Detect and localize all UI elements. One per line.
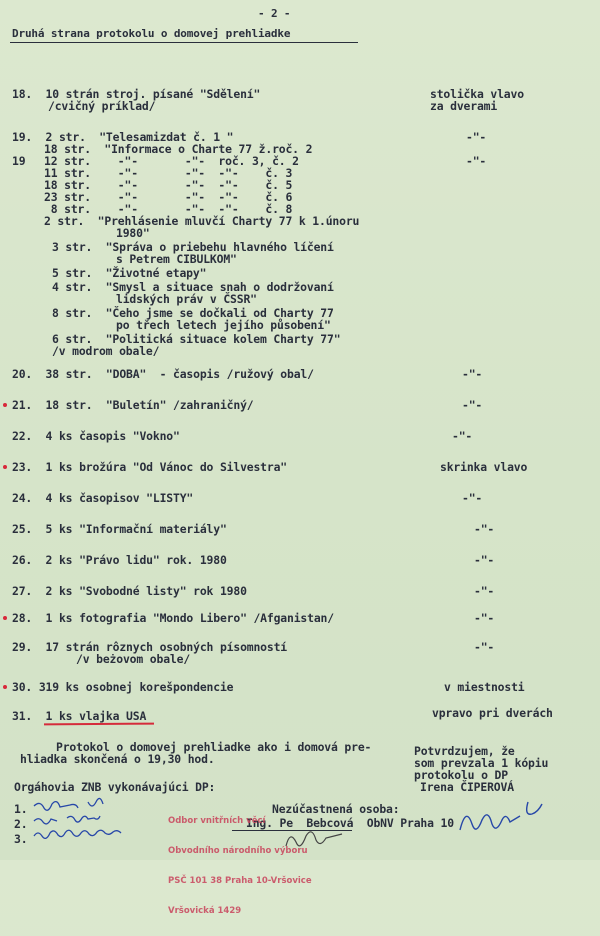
- document-heading: Druhá strana protokolu o domovej prehliadke: [12, 27, 291, 40]
- item-27: 27. 2 ks "Svobodné listy" rok 1980: [12, 584, 247, 598]
- stamp-line: PSČ 101 38 Praha 10-Vršovice: [168, 876, 312, 886]
- witness-label: Nezúčastnená osoba:: [272, 802, 400, 816]
- item-26-ditto: -"-: [474, 553, 495, 567]
- item-28-ditto: -"-: [474, 611, 495, 625]
- stamp-line: Odbor vnitřních věcí: [168, 816, 266, 826]
- page-number: - 2 -: [258, 7, 291, 20]
- stamp-line: Vršovická 1429: [168, 906, 242, 916]
- red-underline: [44, 723, 154, 726]
- item-19-ditto2: -"-: [466, 154, 487, 168]
- heading-underline: [10, 42, 358, 43]
- item-29-line2: /v beżovom obale/: [76, 652, 191, 666]
- item-19-line2: 18 str. "Informace o Charte 77 ž.roč. 2: [44, 142, 313, 156]
- item-19-line17: 6 str. "Politická situace kolem Charty 77": [52, 332, 341, 346]
- item-19-line16: po třech letech jejího působení": [116, 318, 331, 332]
- item-18-line1: 18. 10 strán stroj. písané "Sdělení": [12, 87, 261, 101]
- item-21: 21. 18 str. "Buletín" /zahraničný/: [12, 398, 254, 412]
- item-19-line9: 1980": [116, 226, 150, 240]
- item-19-ditto1: -"-: [466, 130, 487, 144]
- item-21-ditto: -"-: [462, 398, 483, 412]
- margin-mark: [3, 403, 7, 407]
- item-19-margin-mark: 19: [12, 154, 26, 168]
- item-25: 25. 5 ks "Informační materiály": [12, 522, 227, 536]
- margin-mark: [3, 465, 7, 469]
- margin-mark: [3, 685, 7, 689]
- item-23: 23. 1 ks brožúra "Od Vánoc do Silvestra": [12, 460, 288, 474]
- item-18-location1: stolička vlavo: [430, 87, 524, 101]
- witness-signature: [282, 826, 362, 856]
- item-27-ditto: -"-: [474, 584, 495, 598]
- item-22-ditto: -"-: [452, 429, 473, 443]
- item-31: 31. 1 ks vlajka USA: [12, 709, 147, 723]
- confirm-line3: protokolu o DP: [414, 768, 508, 782]
- witness-name: Ing. Pe Bebcová ObNV Praha 10: [246, 816, 454, 830]
- item-19-line15: 8 str. "Čeho jsme se dočkali od Charty 77: [52, 306, 334, 320]
- item-18-location2: za dverami: [430, 99, 498, 113]
- officer-2-num: 2.: [14, 817, 28, 831]
- confirm-line1: Potvrdzujem, že: [414, 744, 515, 758]
- item-19-line13: 4 str. "Smysl a situace snah o dodržovaní: [52, 280, 334, 294]
- item-24-ditto: -"-: [462, 491, 483, 505]
- item-19-line1: 19. 2 str. "Telesamizdat č. 1 ": [12, 130, 234, 144]
- ciperova-signature: [456, 800, 566, 840]
- item-19-line4: 11 str. -"- -"- -"- č. 3: [44, 166, 293, 180]
- item-19-line18: /v modrom obale/: [52, 344, 160, 358]
- item-19-line7: 8 str. -"- -"- -"- č. 8: [44, 202, 293, 216]
- officer-1-num: 1.: [14, 802, 28, 816]
- item-22: 22. 4 ks časopis "Vokno": [12, 429, 180, 443]
- item-19-line3: 12 str. -"- -"- roč. 3, č. 2: [44, 154, 299, 168]
- item-24: 24. 4 ks časopisov "LISTY": [12, 491, 194, 505]
- officer-3-num: 3.: [14, 832, 28, 846]
- item-28: 28. 1 ks fotografia "Mondo Libero" /Afganistan/: [12, 611, 334, 625]
- item-19-line8: 2 str. "Prehlásenie mluvčí Charty 77 k 1.únoru: [44, 214, 360, 228]
- item-20: 20. 38 str. "DOBA" - časopis /ružový obal/: [12, 367, 314, 381]
- item-31-location: vpravo pri dverách: [432, 706, 553, 720]
- confirm-line2: som prevzala 1 kópiu: [414, 756, 549, 770]
- item-19-line12: 5 str. "Životné etapy": [52, 266, 207, 280]
- stamp-line: Obvodního národního výboru: [168, 846, 308, 856]
- officer-signatures: [30, 796, 190, 846]
- item-23-location: skrinka vlavo: [440, 460, 528, 474]
- item-26: 26. 2 ks "Právo lidu" rok. 1980: [12, 553, 227, 567]
- item-20-ditto: -"-: [462, 367, 483, 381]
- margin-mark: [3, 616, 7, 620]
- item-29-line1: 29. 17 strán rôznych osobných písomností: [12, 640, 288, 654]
- item-19-line5: 18 str. -"- -"- -"- č. 5: [44, 178, 293, 192]
- item-19-line6: 23 str. -"- -"- -"- č. 6: [44, 190, 293, 204]
- item-25-ditto: -"-: [474, 522, 495, 536]
- item-30-location: v miestnosti: [444, 680, 525, 694]
- item-30: 30. 319 ks osobnej korešpondencie: [12, 680, 234, 694]
- closing-line2: hliadka skončená o 19,30 hod.: [20, 752, 215, 766]
- item-29-ditto: -"-: [474, 640, 495, 654]
- item-19-line14: lidských práv v ČSSR": [116, 292, 257, 306]
- officers-label: Orgáhovia ZNB vykonávajúci DP:: [14, 780, 216, 794]
- item-19-line10: 3 str. "Správa o priebehu hlavného líčení: [52, 240, 334, 254]
- closing-line1: Protokol o domovej prehliadke ako i domová pre-: [56, 740, 372, 754]
- item-19-line11: s Petrem CIBULKOM": [116, 252, 237, 266]
- item-18-line2: /cvičný príklad/: [48, 99, 156, 113]
- confirm-line4: Irena ČIPEROVÁ: [420, 780, 514, 794]
